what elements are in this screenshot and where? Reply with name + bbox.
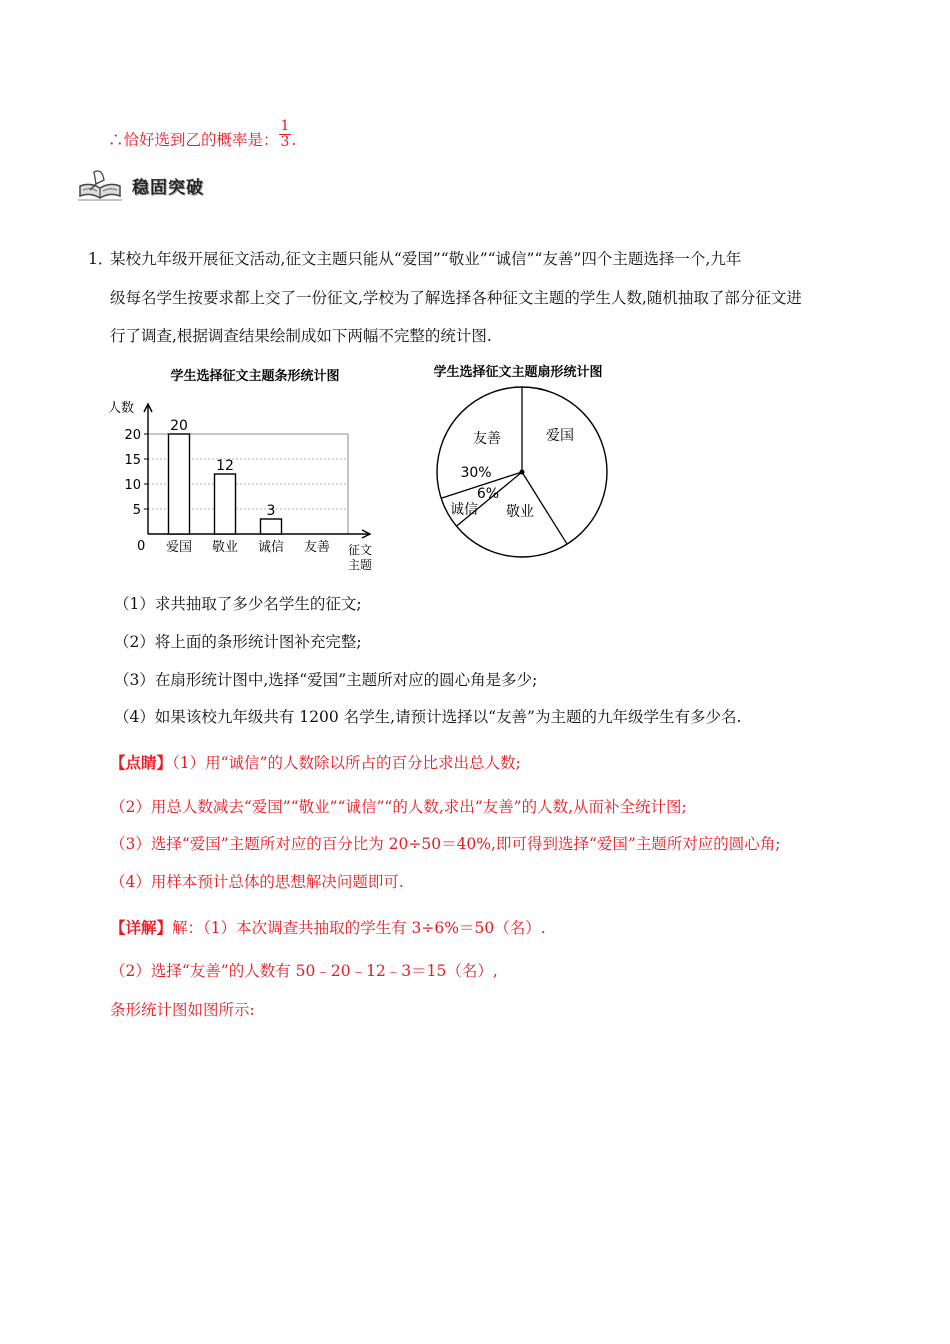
problem-number: 1．	[88, 250, 114, 268]
bar-1	[215, 474, 236, 534]
solution-text-1: 解：（1）本次调查共抽取的学生有 3÷6%＝50（名）.	[172, 919, 546, 937]
bar-value-label: 12	[216, 458, 234, 474]
bar-chart-ylabel: 人数	[108, 401, 135, 416]
bar-chart-xlabel-line2: 主题	[348, 558, 373, 572]
bar-2	[261, 519, 282, 534]
fraction-denominator: 3	[280, 133, 290, 150]
book-quill-icon	[76, 166, 126, 206]
hint-line-4: （4）用样本预计总体的思想解决问题即可.	[110, 873, 404, 891]
bar-value-label: 3	[266, 503, 276, 519]
conclusion-line	[108, 117, 297, 150]
problem-text-line3: 行了调查,根据调查结果绘制成如下两幅不完整的统计图.	[110, 327, 492, 345]
pie-slice-percent: 30%	[460, 465, 492, 481]
bar-0	[169, 434, 190, 534]
hint-text-1: （1）用“诚信”的人数除以所占的百分比求出总人数;	[172, 754, 521, 772]
bar-category-label: 敬业	[211, 540, 239, 555]
hint-tag: 【点睛】	[110, 753, 173, 772]
hint-line-2: （2）用总人数减去“爱国”“敬业”“诚信”“的人数,求出“友善”的人数,从而补全统计图;	[110, 798, 687, 816]
bar-value-label: 20	[170, 418, 188, 434]
pie-slice-label: 友善	[473, 431, 501, 447]
bar-chart	[100, 362, 390, 576]
fraction-numerator: 1	[280, 117, 290, 134]
solution-tag: 【详解】	[110, 918, 173, 937]
bar-ytick-label: 10	[124, 478, 141, 493]
pie-slice-percent: 6%	[476, 486, 500, 502]
solution-line-3: 条形统计图如图所示:	[110, 1001, 255, 1019]
question-2: （2）将上面的条形统计图补充完整;	[114, 633, 362, 651]
bar-ytick-label: 5	[132, 503, 141, 518]
bar-ytick-label: 15	[124, 453, 141, 468]
pie-slice-label: 诚信	[450, 502, 478, 518]
bar-category-label: 友善	[303, 540, 331, 555]
solution-line-1	[110, 918, 546, 938]
bar-category-label: 诚信	[257, 540, 285, 555]
probability-fraction	[279, 119, 292, 150]
conclusion-prefix: ∴恰好选到乙的概率是：	[108, 131, 279, 149]
pie-slice-label: 爱国	[546, 428, 574, 444]
pie-chart	[420, 358, 630, 564]
problem-text-line1: 某校九年级开展征文活动,征文主题只能从“爱国”“敬业”“诚信”“友善”四个主题选择一个,九年	[110, 250, 742, 268]
bar-chart-xlabel-line1: 征文	[348, 543, 373, 557]
question-1: （1）求共抽取了多少名学生的征文;	[114, 595, 362, 613]
bar-ytick-label: 20	[124, 428, 141, 443]
question-3: （3）在扇形统计图中,选择“爱国”主题所对应的圆心角是多少;	[114, 671, 538, 689]
hint-line-3: （3）选择“爱国”主题所对应的百分比为 20÷50＝40%,即可得到选择“爱国”主题所对应的圆心角;	[110, 835, 781, 853]
pie-chart-title: 学生选择征文主题扇形统计图	[433, 365, 603, 380]
pie-slice-label: 敬业	[506, 504, 534, 520]
section-badge: 稳固突破	[132, 178, 204, 198]
problem-text-line2: 级每名学生按要求都上交了一份征文,学校为了解选择各种征文主题的学生人数,随机抽取了部分征文进	[110, 289, 802, 307]
bar-chart-title: 学生选择征文主题条形统计图	[170, 369, 340, 384]
solution-line-2: （2）选择“友善”的人数有 50﹣20﹣12﹣3＝15（名）,	[110, 962, 498, 980]
bar-chart-origin: 0	[137, 539, 146, 554]
question-4: （4）如果该校九年级共有 1200 名学生,请预计选择以“友善”为主题的九年级学生有多少名.	[114, 708, 742, 726]
bar-category-label: 爱国	[165, 540, 193, 555]
conclusion-suffix: .	[291, 131, 297, 149]
pie-center-dot	[520, 470, 525, 475]
hint-line-1	[110, 753, 521, 773]
